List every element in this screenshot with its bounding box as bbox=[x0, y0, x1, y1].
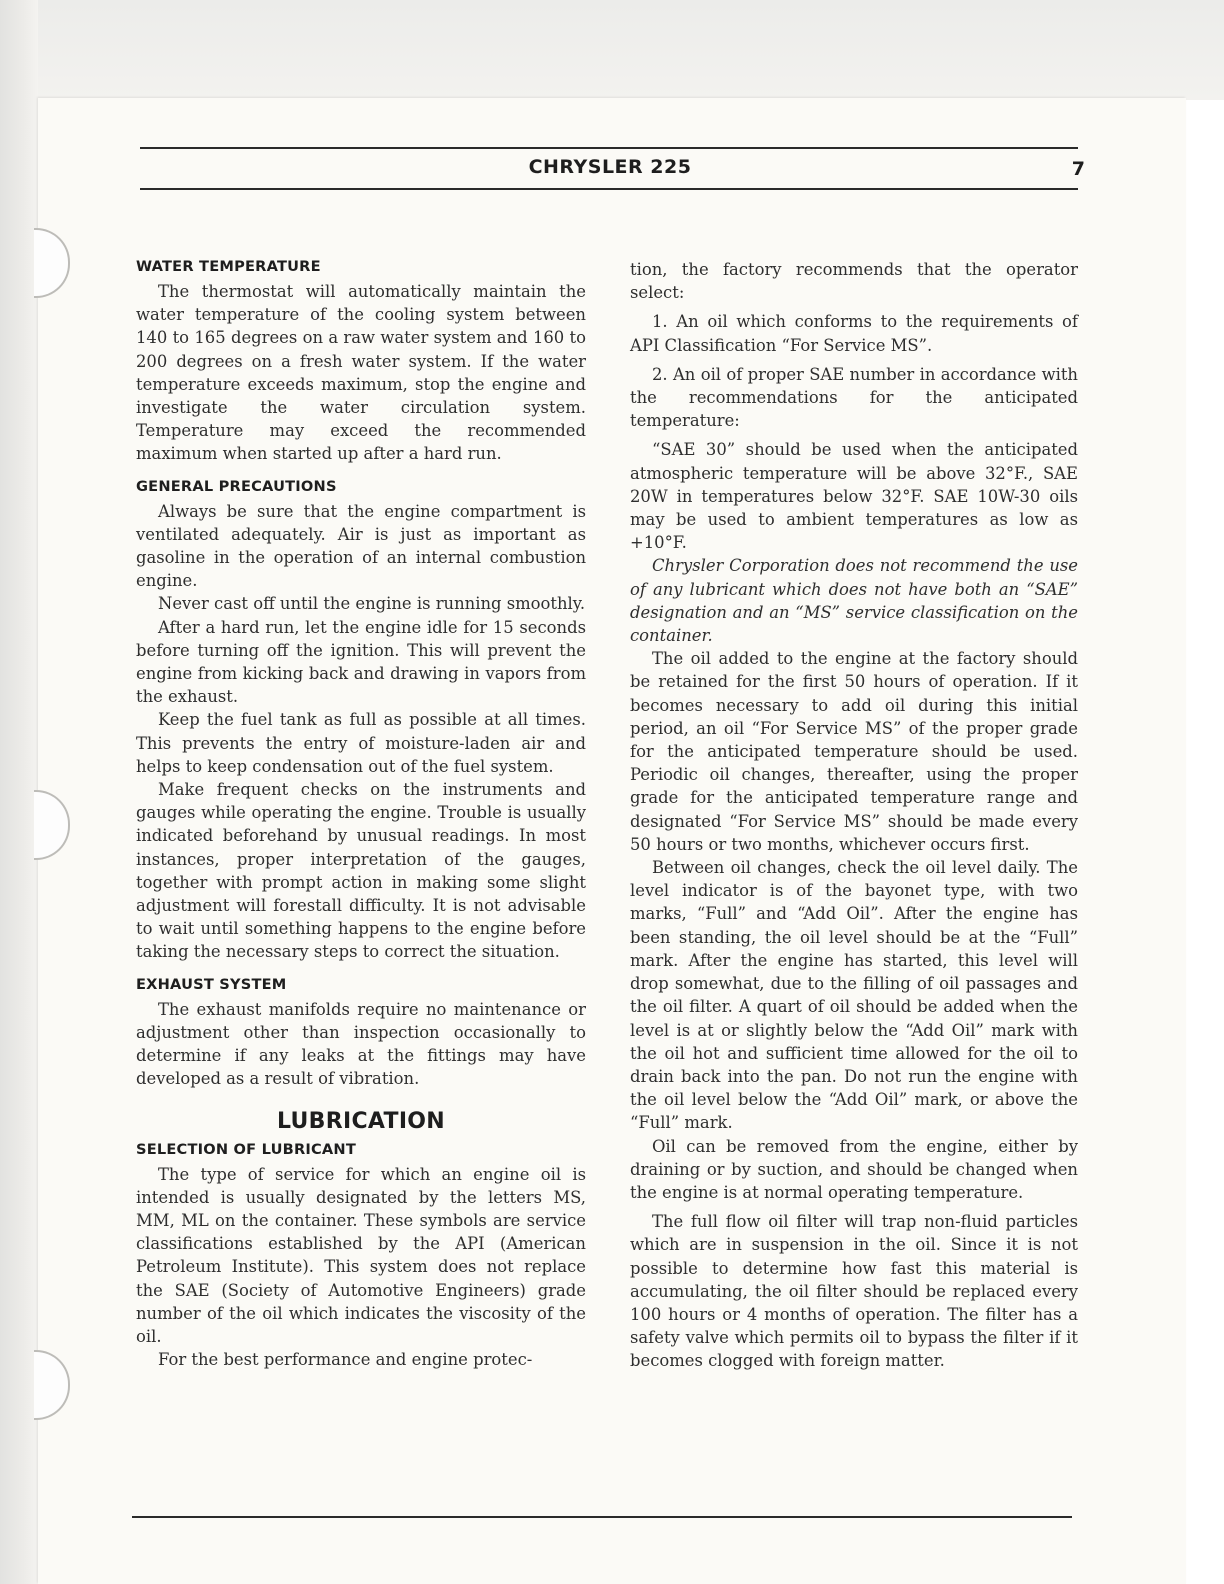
header-rule-bottom bbox=[140, 188, 1078, 190]
scanner-background-top bbox=[0, 0, 1224, 100]
right-column bbox=[630, 258, 1078, 1373]
paragraph: Make frequent checks on the instruments and gauges while operating the engine. Trouble is usually indicated beforehand by unusual readings. In most instances, proper interpretation of the gauges, together with prompt action in making some slight adjustment will forestall difficulty. It is not advisable to wait until something happens to the engine before taking the necessary steps to correct the situation. bbox=[136, 780, 586, 962]
chapter-title-lubrication: LUBRICATION bbox=[276, 1108, 446, 1134]
paragraph: After a hard run, let the engine idle for 15 seconds before turning off the ignition. This will prevent the engine from kicking back and drawing in vapors from the exhaust. bbox=[136, 617, 586, 707]
sae-grade-note: “SAE 30” should be used when the anticipated atmospheric temperature will be above 32°F., SAE 20W in temperatures below 32°F. SAE 10W-30 oils may be used to ambient temperatures as low as +10°F. bbox=[630, 440, 1078, 553]
running-title: CHRYSLER 225 bbox=[528, 156, 692, 178]
paragraph: The full flow oil filter will trap non-fluid particles which are in suspension in the oil. Since it is not possible to determine how fast this material is accumulating, the oil filter should be replaced every 100 hours or 4 months of operation. The filter has a safety valve which permits oil to bypass the filter if it becomes clogged with foreign matter. bbox=[630, 1212, 1078, 1371]
paragraph: For the best performance and engine protec- bbox=[158, 1350, 533, 1370]
scanner-background-left bbox=[0, 0, 38, 1584]
paragraph: The thermostat will automatically maintain the water temperature of the cooling system between 140 to 165 degrees on a raw water system and 160 to 200 degrees on a fresh water system. If the water temperature exceeds maximum, stop the engine and investigate the water circulation system. Temperature may exceed the recommended maximum when started up after a hard run. bbox=[136, 282, 586, 464]
paragraph-continuation: tion, the factory recommends that the operator select: bbox=[630, 260, 1078, 303]
list-item: 1. An oil which conforms to the requirements of API Classification “For Service MS”. bbox=[630, 312, 1078, 355]
paragraph: Never cast off until the engine is running smoothly. bbox=[158, 594, 586, 614]
page-number: 7 bbox=[1071, 158, 1085, 180]
paragraph: The oil added to the engine at the factory should be retained for the first 50 hours of operation. If it becomes necessary to add oil during this initial period, an oil “For Service MS” of the proper grade for the anticipated temperature should be used. Periodic oil changes, thereafter, using the proper grade for the anticipated temperature range and designated “For Service MS” should be made every 50 hours or two months, whichever occurs first. bbox=[630, 649, 1078, 854]
section-heading-water-temperature: WATER TEMPERATURE bbox=[136, 258, 321, 275]
paragraph: Oil can be removed from the engine, either by draining or by suction, and should be changed when the engine is at normal operating temperature. bbox=[630, 1136, 1078, 1202]
manufacturer-warning-note: Chrysler Corporation does not recommend the use of any lubricant which does not have both an “SAE” designation and an “MS” service classification on the container. bbox=[630, 556, 1078, 646]
paragraph: The type of service for which an engine oil is intended is usually designated by the letters MS, MM, ML on the container. These symbols are service classifications established by the API (American Petroleum Institute). This system does not replace the SAE (Society of Automotive Engineers) grade number of the oil which indicates the viscosity of the oil. bbox=[136, 1164, 586, 1346]
footer-rule bbox=[132, 1516, 1072, 1518]
header-rule-top bbox=[140, 147, 1078, 149]
section-heading-general-precautions: GENERAL PRECAUTIONS bbox=[136, 477, 337, 495]
list-item: 2. An oil of proper SAE number in accordance with the recommendations for the anticipated temperature: bbox=[630, 364, 1078, 431]
paragraph: The exhaust manifolds require no maintenance or adjustment other than inspection occasionally to determine if any leaks at the fittings may have developed as a result of vibration. bbox=[136, 999, 586, 1089]
section-heading-selection-of-lubricant: SELECTION OF LUBRICANT bbox=[136, 1140, 356, 1158]
paragraph: Keep the fuel tank as full as possible at all times. This prevents the entry of moisture-laden air and helps to keep condensation out of the fuel system. bbox=[136, 710, 586, 776]
left-column bbox=[136, 256, 586, 1371]
paragraph: Always be sure that the engine compartment is ventilated adequately. Air is just as important as gasoline in the operation of an internal combustion engine. bbox=[136, 501, 586, 591]
paragraph: Between oil changes, check the oil level daily. The level indicator is of the bayonet type, with two marks, “Full” and “Add Oil”. After the engine has been standing, the oil level should be at the “Full” mark. After the engine has started, this level will drop somewhat, due to the filling of oil passages and the oil filter. A quart of oil should be added when the level is at or slightly below the “Add Oil” mark with the oil hot and sufficient time allowed for the oil to drain back into the pan. Do not run the engine with the oil level below the “Add Oil” mark, or above the “Full” mark. bbox=[630, 858, 1078, 1133]
section-heading-exhaust-system: EXHAUST SYSTEM bbox=[136, 975, 287, 993]
